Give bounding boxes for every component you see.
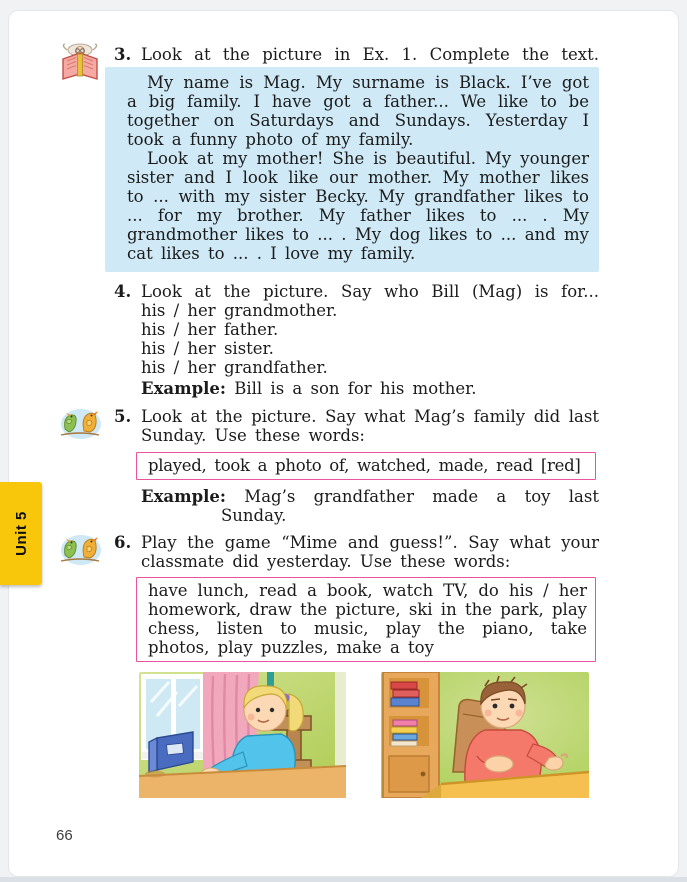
exercise-3-text-box — [105, 67, 599, 272]
exercise-5-number: 5. — [114, 407, 132, 426]
exercise-6-word-box: have lunch, read a book, watch TV, do his / her homework, draw the picture, ski in the park, play chess, listen to music, play the piano, take photos, play puzzles, make a toy — [136, 577, 596, 662]
talking-birds-speaking-icon — [57, 405, 103, 447]
talking-birds-speaking-icon — [57, 531, 103, 573]
exercise-5-instruction: Look at the picture. Say what Mag’s family did last Sunday. Use these words: — [141, 407, 599, 445]
exercise-3-number: 3. — [114, 45, 132, 64]
example-text: Bill is a son for his mother. — [234, 379, 477, 398]
exercise-5-word-box: played, took a photo of, watched, made, read [red] — [136, 452, 596, 480]
page-card — [8, 10, 679, 877]
page-content — [9, 11, 678, 876]
illustrations-row — [139, 672, 599, 802]
exercise-6-number: 6. — [114, 533, 132, 552]
exercise-4-example — [141, 379, 599, 398]
exercise-4-instruction: Look at the picture. Say who Bill (Mag) is for... — [141, 282, 599, 301]
example-label: Example: — [141, 379, 226, 398]
option-item: his / her sister. — [141, 339, 274, 358]
option-item: his / her grandmother. — [141, 301, 338, 320]
exercise-4 — [114, 282, 599, 398]
unit-tab-label: Unit 5 — [12, 511, 30, 556]
open-book-reading-icon — [57, 41, 103, 83]
exercise-6 — [114, 533, 599, 802]
exercise-3-instruction: Look at the picture in Ex. 1. Complete the text. — [141, 45, 599, 64]
exercise-4-options — [141, 301, 599, 377]
exercise-4-number: 4. — [114, 282, 132, 301]
unit-tab[interactable] — [0, 482, 42, 585]
exercise-3 — [114, 45, 599, 272]
exercise-5 — [114, 407, 599, 525]
girl-reading-illustration — [139, 672, 346, 802]
exercise-6-instruction: Play the game “Mime and guess!”. Say what your classmate did yesterday. Use these words: — [141, 533, 599, 571]
option-item: his / her grandfather. — [141, 358, 328, 377]
text-paragraph: My name is Mag. My surname is Black. I’ve got a big family. I have got a father... We like to be together on Saturdays and Sundays. Yesterday I took a funny photo of my family. — [127, 73, 589, 149]
boy-talking-illustration — [381, 672, 589, 802]
example-text: Mag’s grandfather made a toy last Sunday. — [221, 487, 599, 525]
option-item: his / her father. — [141, 320, 279, 339]
text-paragraph: Look at my mother! She is beautiful. My younger sister and I look like our mother. My mother likes to ... with my sister Becky. My grandfather likes to ... for my brother. My father likes to ... . My grandmother likes to ... . My dog likes to ... and my cat likes to ... . I love my family. — [127, 149, 589, 263]
page-number: 66 — [56, 827, 73, 844]
exercise-5-example — [141, 487, 599, 525]
example-label: Example: — [141, 487, 226, 506]
page-bottom-edge — [0, 877, 687, 882]
